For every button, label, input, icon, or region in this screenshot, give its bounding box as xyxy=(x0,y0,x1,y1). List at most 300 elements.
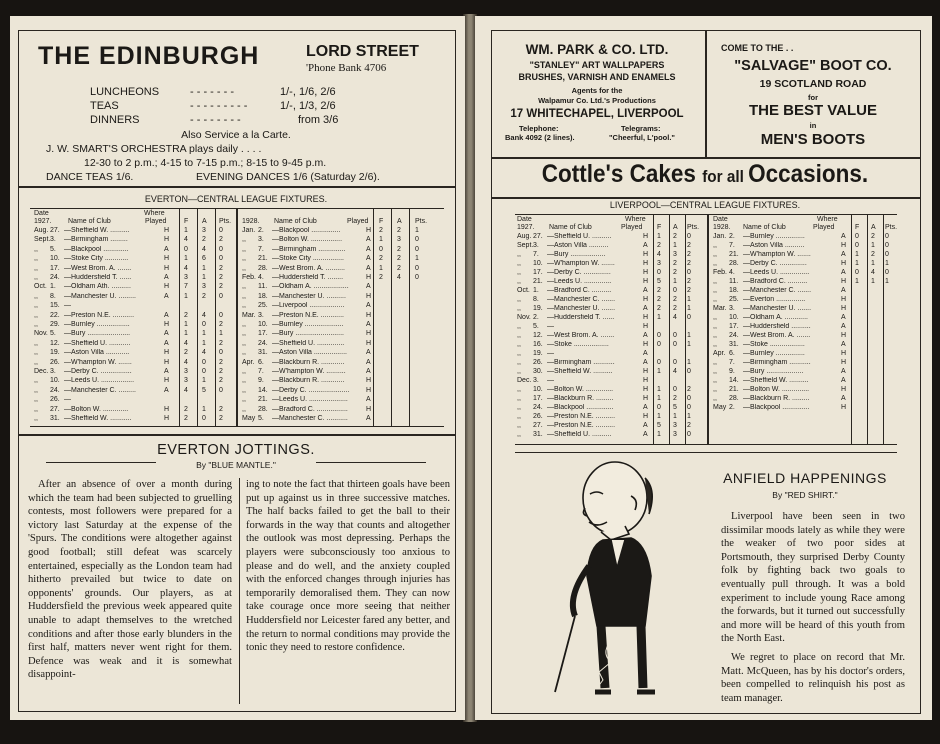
fixture-where: H xyxy=(366,377,372,385)
fixture-f: 3 xyxy=(184,377,188,385)
divider xyxy=(18,186,455,188)
fixture-where: A xyxy=(164,311,169,319)
fixture-day: 3. xyxy=(258,311,264,319)
fixture-where: H xyxy=(643,251,649,258)
menu-item: TEAS xyxy=(90,100,119,112)
fixture-f: 1 xyxy=(184,255,188,263)
fixture-day: 5. xyxy=(50,245,56,253)
fixture-club: —West Brom. A. ....... xyxy=(743,332,811,339)
fixture-month: ,, xyxy=(242,283,246,291)
fixture-f: 1 xyxy=(657,233,661,240)
fixture-a: 2 xyxy=(673,260,677,267)
park-agents: Agents for the xyxy=(571,86,623,95)
fixture-day: 28. xyxy=(258,405,268,413)
fixture-where: A xyxy=(841,368,846,375)
fixture-where: A xyxy=(643,332,648,339)
fixture-month: ,, xyxy=(517,305,521,312)
fixture-day: 3. xyxy=(50,236,56,244)
fixture-where: H xyxy=(366,311,372,319)
fixture-pts: 1 xyxy=(687,305,691,312)
fixture-where: A xyxy=(366,245,371,253)
header-f: F xyxy=(184,218,189,225)
fixture-a: 2 xyxy=(673,296,677,303)
fixture-month: ,, xyxy=(34,386,38,394)
fixture-day: 16. xyxy=(533,341,543,348)
fixture-pts: 0 xyxy=(885,242,889,249)
everton-fixtures-heading: EVERTON—CENTRAL LEAGUE FIXTURES. xyxy=(144,194,328,204)
fixture-club: —Bolton W. .............. xyxy=(547,386,614,393)
header-year: 1927. xyxy=(34,218,52,225)
fixture-club: —Oldham A. ............ xyxy=(743,314,808,321)
fixture-day: 8. xyxy=(50,292,56,300)
fixture-where: H xyxy=(164,227,170,234)
fixture-club: —Preston N.E. .......... xyxy=(547,422,616,429)
jottings-paragraph: After an absence of over a month during which the team had been subjected to gruelling contests, most followers were prepared for a victory last Saturday at the expense of the 'Spurs. The conditions were altogether against good football; still defeat was scarcely entertained, especially as the London team had hitherto prevailed but twice to date on opponents' grounds. Our players, as at Huddersfield the previous week appeared quite unable to adapt themselves to the wretched conditions and after those early blunders in the first half, matters never went right for them. Defence was weak and it is somewhat disappoint- xyxy=(28,479,232,681)
salvage-boots: MEN'S BOOTS xyxy=(760,131,866,148)
fixture-day: 10. xyxy=(533,386,543,393)
park-telegrams: "Cheerful, L'pool." xyxy=(609,133,675,142)
fixture-month: Dec. xyxy=(34,368,49,375)
fixture-where: A xyxy=(366,321,371,328)
fixture-where: A xyxy=(164,330,169,338)
fixture-club: —Sheffield U. ........... xyxy=(64,339,131,347)
fixture-day: 31. xyxy=(729,341,739,348)
fixture-day: 15. xyxy=(50,302,60,310)
fixture-day: 31. xyxy=(533,431,543,438)
fixture-club: —Aston Villa .......... xyxy=(547,242,609,249)
fixture-pts: 2 xyxy=(687,260,691,267)
fixture-a: 2 xyxy=(397,264,401,272)
fixture-pts: 0 xyxy=(687,269,691,276)
fixture-pts: 0 xyxy=(219,349,223,357)
fixture-month: ,, xyxy=(34,292,38,300)
fixture-where: H xyxy=(841,305,847,312)
fixture-month: ,, xyxy=(34,302,38,310)
fixture-a: 2 xyxy=(673,233,677,240)
fixture-pts: 0 xyxy=(885,269,889,276)
fixture-day: 2. xyxy=(533,314,539,321)
fixture-pts: 1 xyxy=(687,341,691,348)
salvage-name: "SALVAGE" BOOT CO. xyxy=(734,58,892,74)
fixture-day: 17. xyxy=(729,323,739,330)
fixture-club: —Bradford C. ................ xyxy=(272,405,348,413)
fixture-day: 24. xyxy=(258,339,268,347)
fixture-club: —Oldham A. .................. xyxy=(272,283,349,291)
fixture-where: H xyxy=(643,296,649,303)
fixture-where: H xyxy=(164,358,170,366)
fixture-f: 0 xyxy=(855,269,859,276)
fixture-month: ,, xyxy=(713,368,717,375)
fixture-club: —Aston Villa .......... xyxy=(743,242,805,249)
fixture-f: 1 xyxy=(855,251,859,258)
fixture-month: Feb. xyxy=(242,274,257,281)
fixture-day: 3. xyxy=(50,368,56,375)
fixture-club: — xyxy=(547,377,554,384)
fixture-month: Dec. xyxy=(517,377,532,384)
fixture-pts: 0 xyxy=(687,395,691,402)
edinburgh-orchestra: J. W. SMART'S ORCHESTRA plays daily . . . . xyxy=(46,143,262,155)
fixture-day: 9. xyxy=(258,377,264,385)
fixture-club: —Birmingham ......... xyxy=(64,236,128,244)
fixture-day: 3. xyxy=(729,305,735,312)
fixture-month: Nov. xyxy=(34,330,48,338)
table-col-rule xyxy=(197,208,198,426)
fixture-where: H xyxy=(366,274,372,281)
edinburgh-street: LORD STREET xyxy=(306,43,419,60)
fixture-where: H xyxy=(841,296,847,303)
fixture-a: 2 xyxy=(673,269,677,276)
fixture-club: —Sheffield U. .......... xyxy=(547,431,612,438)
fixture-month: ,, xyxy=(34,264,38,272)
fixture-f: 0 xyxy=(379,245,383,253)
fixture-day: 22. xyxy=(50,311,60,319)
fixture-day: 9. xyxy=(729,368,735,375)
park-telephone-label: Telephone: xyxy=(519,124,559,133)
fixture-f: 1 xyxy=(657,431,661,438)
fixture-where: H xyxy=(643,413,649,420)
fixture-a: 4 xyxy=(673,368,677,375)
fixture-where: A xyxy=(841,233,846,240)
table-col-rule xyxy=(215,208,216,426)
jottings-column-2 xyxy=(246,478,450,706)
header-date: Date xyxy=(517,216,532,223)
cottle-occasions: Occasions. xyxy=(748,160,869,188)
anfield-title: ANFIELD HAPPENINGS xyxy=(723,470,887,486)
fixture-month: ,, xyxy=(713,386,717,393)
fixture-month: ,, xyxy=(517,395,521,402)
fixture-where: H xyxy=(643,278,649,285)
fixture-day: 5. xyxy=(258,415,264,422)
fixture-where: H xyxy=(841,332,847,339)
fixture-club: —Burnley ................. xyxy=(64,321,130,328)
fixture-month: ,, xyxy=(517,422,521,429)
fixture-month: Sept. xyxy=(34,236,51,244)
fixture-f: 2 xyxy=(184,311,188,319)
fixture-where: H xyxy=(841,242,847,249)
fixture-month: Jan. xyxy=(713,233,727,240)
fixture-day: 26. xyxy=(533,413,543,420)
fixture-day: 11. xyxy=(729,278,739,285)
fixture-month: ,, xyxy=(34,358,38,366)
fixture-month: ,, xyxy=(517,431,521,438)
fixture-day: 28. xyxy=(729,395,739,402)
fixture-f: 0 xyxy=(657,359,661,366)
fixture-pts: 0 xyxy=(219,292,223,300)
park-company: WM. PARK & CO. LTD. xyxy=(525,42,669,57)
fixture-day: 1. xyxy=(50,283,56,291)
park-line-1: "STANLEY" ART WALLPAPERS xyxy=(529,60,665,70)
fixture-pts: 0 xyxy=(885,233,889,240)
fixture-f: 0 xyxy=(855,242,859,249)
salvage-address: 19 SCOTLAND ROAD xyxy=(759,78,867,90)
fixture-pts: 2 xyxy=(219,358,223,366)
fixture-month: Sept. xyxy=(517,242,534,249)
fixture-f: 1 xyxy=(184,321,188,328)
cottle-for-all: for all xyxy=(702,167,749,186)
fixture-club: —Blackpool ............. xyxy=(64,245,129,253)
fixture-club: —Blackburn R. ......... xyxy=(743,395,810,402)
menu-price: 1/-, 1/6, 2/6 xyxy=(280,86,336,98)
fixture-f: 1 xyxy=(184,292,188,300)
fixture-club: —W'hampton W. .......... xyxy=(272,368,346,375)
fixture-f: 0 xyxy=(855,233,859,240)
header-played: Played xyxy=(813,224,835,231)
fixture-a: 0 xyxy=(673,332,677,339)
fixture-a: 2 xyxy=(397,245,401,253)
fixture-a: 0 xyxy=(673,341,677,348)
fixture-where: H xyxy=(164,415,170,422)
table-col-rule xyxy=(409,208,410,426)
fixture-month: ,, xyxy=(242,302,246,310)
fixture-f: 0 xyxy=(657,341,661,348)
fixture-where: H xyxy=(366,339,372,347)
fixture-where: A xyxy=(643,431,648,438)
fixture-where: H xyxy=(841,260,847,267)
header-a: A xyxy=(202,218,207,225)
fixture-club: —W'hampton W. ....... xyxy=(547,260,615,267)
fixture-f: 1 xyxy=(657,368,661,375)
fixture-month: ,, xyxy=(517,404,521,411)
anfield-paragraph: Liverpool have been seen in two dissimilar moods lately as while they were the weaker of two poor sides at Portsmouth, they surprised Derby County folk by fighting back two goals to eventually pull through. It was a bold experiment to include young Race among the forwards, but it turned out successfully and more will be heard of this youth from the North East. xyxy=(721,511,905,645)
fixture-day: 12. xyxy=(50,339,60,347)
fixture-a: 2 xyxy=(871,251,875,258)
fixture-month: ,, xyxy=(242,368,246,375)
table-col-rule xyxy=(851,214,852,444)
column-rule xyxy=(239,478,240,704)
menu-price: from 3/6 xyxy=(298,114,339,126)
fixture-a: 4 xyxy=(202,245,206,253)
fixture-month: ,, xyxy=(34,377,38,385)
fixture-pts: 0 xyxy=(687,368,691,375)
fixture-f: 4 xyxy=(184,264,188,272)
fixture-day: 28. xyxy=(258,264,268,272)
fixture-club: —Leeds U. ................. xyxy=(64,377,135,385)
fixture-month: ,, xyxy=(242,339,246,347)
fixture-a: 5 xyxy=(202,386,206,394)
fixture-where: A xyxy=(366,349,371,357)
header-played: Played xyxy=(347,218,369,225)
header-date: Date xyxy=(34,210,49,217)
fixture-month: ,, xyxy=(517,251,521,258)
fixture-day: 5. xyxy=(50,330,56,338)
salvage-come: COME TO THE . . xyxy=(721,43,794,53)
fixture-where: H xyxy=(366,405,372,413)
fixture-day: 4. xyxy=(729,269,735,276)
fixture-pts: 2 xyxy=(687,386,691,393)
fixture-day: 27. xyxy=(533,233,543,240)
fixture-club: —Manchester U. ....... xyxy=(547,305,616,312)
fixture-f: 2 xyxy=(379,274,383,281)
fixture-a: 1 xyxy=(202,339,206,347)
fixture-month: ,, xyxy=(713,278,717,285)
jottings-paragraph: ing to note the fact that thirteen goals have been put up against us in three successive matches. The half backs failed to get the ball to their forwards in the way that counts and altogether the outlook was most depressing. Perhaps the players were subconsciously too anxious to please and do well, and the anxiety coupled with the enforced changes through injuries has temporarily demoralised them. They can now take courage once more seeing that neither Huddersfield nor Leicester fared any better, and the return to normal conditions may provide the tonic they need to restore confidence. xyxy=(246,479,450,654)
fixture-pts: 1 xyxy=(415,227,419,234)
divider xyxy=(18,434,455,436)
header-f: F xyxy=(855,224,860,231)
fixture-club: — xyxy=(64,302,71,310)
fixture-month: ,, xyxy=(713,395,717,402)
fixture-pts: 0 xyxy=(415,236,419,244)
fixture-club: — xyxy=(64,396,71,404)
fixture-pts: 0 xyxy=(219,311,223,319)
fixture-f: 1 xyxy=(184,227,188,234)
fixture-month: ,, xyxy=(713,242,717,249)
fixture-month: ,, xyxy=(713,323,717,330)
header-f: F xyxy=(379,218,384,225)
fixture-where: H xyxy=(366,227,372,234)
menu-item: LUNCHEONS xyxy=(90,86,160,98)
fixture-pts: 2 xyxy=(687,287,691,294)
fixture-day: 3. xyxy=(258,236,264,244)
fixture-pts: 2 xyxy=(219,339,223,347)
fixture-pts: 2 xyxy=(219,415,223,422)
fixture-pts: 0 xyxy=(415,274,419,281)
fixture-month: ,, xyxy=(517,368,521,375)
fixture-club: —Manchester U. ......... xyxy=(64,292,136,300)
edinburgh-dance-teas: DANCE TEAS 1/6. xyxy=(46,171,134,183)
table-col-rule xyxy=(373,208,374,426)
fixture-f: 4 xyxy=(184,236,188,244)
fixture-pts: 0 xyxy=(687,233,691,240)
fixture-day: 26. xyxy=(533,359,543,366)
fixture-where: A xyxy=(366,264,371,272)
fixture-month: ,, xyxy=(713,341,717,348)
fixture-day: 29. xyxy=(50,321,60,328)
fixture-pts: 0 xyxy=(219,386,223,394)
fixture-a: 0 xyxy=(202,321,206,328)
fixture-club: —Burnley .................... xyxy=(272,321,344,328)
fixture-a: 0 xyxy=(673,386,677,393)
fixture-club: —Leeds U. ............... xyxy=(743,269,810,276)
fixture-day: 18. xyxy=(729,287,739,294)
byline-rule xyxy=(316,462,426,463)
fixture-day: 7. xyxy=(258,245,264,253)
table-col-rule xyxy=(179,208,180,426)
fixture-club: —Preston N.E. ........... xyxy=(64,311,135,319)
fixture-pts: 0 xyxy=(687,404,691,411)
jottings-byline: By "BLUE MANTLE." xyxy=(196,460,276,470)
fixture-club: —Sheffield W. .......... xyxy=(64,227,130,234)
fixture-a: 3 xyxy=(202,283,206,291)
fixture-day: 19. xyxy=(50,349,60,357)
fixture-f: 0 xyxy=(657,332,661,339)
fixture-a: 1 xyxy=(202,330,206,338)
fixture-where: A xyxy=(841,314,846,321)
fixture-a: 2 xyxy=(673,395,677,402)
fixture-a: 4 xyxy=(202,349,206,357)
fixture-month: May xyxy=(713,404,727,411)
fixture-month: ,, xyxy=(242,292,246,300)
fixture-club: —Bolton W. ............. xyxy=(64,405,129,413)
table-col-rule xyxy=(236,208,238,426)
header-where: Where xyxy=(625,216,646,223)
fixture-month: Apr. xyxy=(242,358,255,366)
fixture-where: A xyxy=(366,236,371,244)
header-name: Name of Club xyxy=(743,224,786,231)
fixture-pts: 1 xyxy=(687,296,691,303)
fixture-where: H xyxy=(164,349,170,357)
fixture-club: —Bradford C. .......... xyxy=(743,278,808,285)
table-top-rule xyxy=(515,214,897,215)
fixture-where: A xyxy=(164,339,169,347)
fixture-a: 6 xyxy=(202,255,206,263)
fixture-f: 7 xyxy=(184,283,188,291)
fixture-day: 27. xyxy=(50,405,60,413)
fixture-day: 7. xyxy=(533,251,539,258)
fixture-where: A xyxy=(841,323,846,330)
fixture-club: —Aston Villa ................. xyxy=(272,349,347,357)
fixture-club: —Bury ...................... xyxy=(64,330,131,338)
fixture-a: 2 xyxy=(397,227,401,234)
fixture-day: 10. xyxy=(50,377,60,385)
anfield-byline: By "RED SHIRT." xyxy=(772,490,838,500)
fixture-a: 3 xyxy=(673,251,677,258)
fixture-where: H xyxy=(366,330,372,338)
fixture-a: 1 xyxy=(202,274,206,281)
header-name: Name of Club xyxy=(274,218,317,225)
fixture-pts: 2 xyxy=(219,283,223,291)
fixture-where: H xyxy=(164,321,170,328)
fixture-f: 1 xyxy=(657,314,661,321)
fixture-day: 27. xyxy=(533,422,543,429)
fixture-month: ,, xyxy=(34,405,38,413)
fixture-a: 1 xyxy=(871,278,875,285)
fixture-pts: 2 xyxy=(219,368,223,375)
park-line-2: BRUSHES, VARNISH AND ENAMELS xyxy=(518,72,676,82)
fixture-month: ,, xyxy=(242,321,246,328)
fixture-club: — xyxy=(547,350,554,357)
fixture-day: 24. xyxy=(50,386,60,394)
fixture-f: 2 xyxy=(379,227,383,234)
fixture-pts: 2 xyxy=(219,321,223,328)
fixture-club: —Leeds U. .............. xyxy=(547,278,612,285)
fixture-day: 10. xyxy=(729,314,739,321)
fixture-day: 19. xyxy=(533,305,543,312)
fixture-day: 28. xyxy=(729,260,739,267)
caricature-cane xyxy=(555,616,575,692)
header-played: Played xyxy=(621,224,643,231)
fixture-day: 10. xyxy=(533,260,543,267)
fixture-where: A xyxy=(164,386,169,394)
fixture-pts: 1 xyxy=(687,359,691,366)
fixture-where: A xyxy=(366,358,371,366)
fixture-club: —Bolton W. .............. xyxy=(743,386,810,393)
fixture-f: 1 xyxy=(855,260,859,267)
jottings-column-1 xyxy=(28,478,232,706)
fixture-club: —Blackburn R. ............ xyxy=(272,358,345,366)
fixture-club: —Huddersfield T. ...... xyxy=(547,314,615,321)
header-year: 1928. xyxy=(713,224,731,231)
table-col-rule xyxy=(391,208,392,426)
fixture-club: —Stoke City ............ xyxy=(64,255,129,263)
fixture-a: 1 xyxy=(673,413,677,420)
fixture-a: 3 xyxy=(673,431,677,438)
fixture-month: ,, xyxy=(242,405,246,413)
fixture-club: —Sheffield U. .............. xyxy=(272,339,345,347)
menu-price: 1/-, 1/3, 2/6 xyxy=(280,100,336,112)
fixture-club: —Preston N.E. .......... xyxy=(547,413,616,420)
fixture-month: ,, xyxy=(34,245,38,253)
fixture-pts: 2 xyxy=(687,422,691,429)
fixture-club: —West Brom. A. ....... xyxy=(64,264,132,272)
fixture-where: H xyxy=(366,292,372,300)
fixture-month: Oct. xyxy=(517,287,530,294)
fixture-club: —Birmingham ........... xyxy=(547,359,615,366)
fixture-f: 3 xyxy=(184,368,188,375)
fixture-club: —W'hampton W. ....... xyxy=(743,251,811,258)
fixture-club: —Derby C. .............. xyxy=(743,260,807,267)
header-year: 1927. xyxy=(517,224,535,231)
